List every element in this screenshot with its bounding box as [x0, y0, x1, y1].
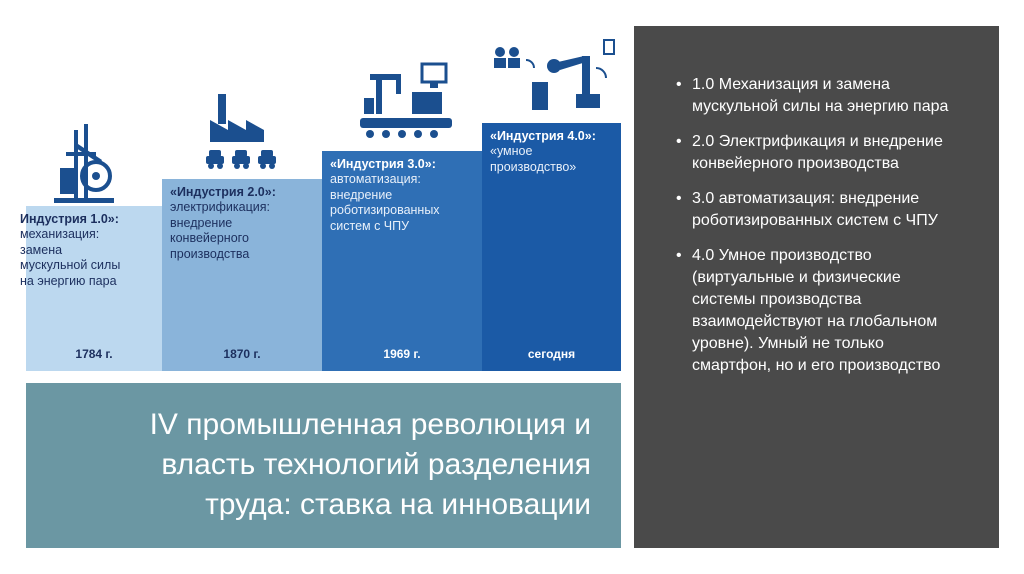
step-desc-line: внедрение [330, 187, 393, 202]
title-line: власть технологий разделения [161, 448, 591, 481]
step-desc-line: конвейерного [170, 231, 249, 245]
step-year: сегодня [527, 347, 576, 361]
step-heading: «Индустрия 4.0»: [490, 129, 596, 143]
industry-4-step [482, 123, 621, 371]
bullet-item: • 4.0 Умное производство (виртуальные и физические системы производства взаимодействуют на глобальном уровне). Умный не только смартфон, но и его производство [676, 245, 963, 377]
smart-robot-icon [492, 38, 616, 118]
slide-title [26, 383, 621, 548]
step-desc-line: «умное [490, 144, 533, 158]
assembly-robot-icon [356, 62, 456, 144]
step-year: 1969 г. [383, 347, 421, 361]
step-heading: «Индустрия 3.0»: [330, 157, 436, 171]
step-desc-line: на энергию пара [20, 273, 117, 288]
title-line: IV промышленная революция и [149, 408, 591, 441]
step-desc-line: механизация: [20, 227, 100, 241]
step-desc-line: внедрение [170, 215, 233, 230]
bullet-panel [634, 26, 999, 548]
step-desc-line: замена [20, 242, 63, 257]
step-desc-line: мускульной силы [20, 258, 121, 272]
industry-1-step [20, 206, 162, 371]
bullet-item: • 1.0 Механизация и замена мускульной силы на энергию пара [676, 74, 963, 118]
bullet-list [676, 74, 963, 377]
bullet-item: • 2.0 Электрификация и внедрение конвейерного производства [676, 131, 963, 175]
step-desc-line: систем с ЧПУ [330, 218, 410, 233]
industry-infographic [20, 26, 621, 371]
step-desc-line: роботизированных [330, 203, 440, 217]
factory-icon [202, 94, 284, 170]
industry-2-step [162, 179, 322, 371]
title-line: труда: ставка на инновации [205, 488, 591, 521]
bullet-item: • 3.0 автоматизация: внедрение роботизированных систем с ЧПУ [676, 188, 963, 232]
industry-3-step [322, 151, 482, 371]
step-heading: «Индустрия 2.0»: [170, 185, 276, 199]
step-year: 1870 г. [223, 347, 261, 361]
step-desc-line: производства [170, 246, 250, 261]
step-year: 1784 г. [75, 347, 113, 361]
step-desc-line: электрификация: [170, 200, 270, 214]
step-heading: Индустрия 1.0»: [20, 212, 119, 226]
windmill-machine-icon [54, 124, 116, 206]
step-desc-line: автоматизация: [330, 172, 421, 186]
step-desc-line: производство» [490, 159, 577, 174]
